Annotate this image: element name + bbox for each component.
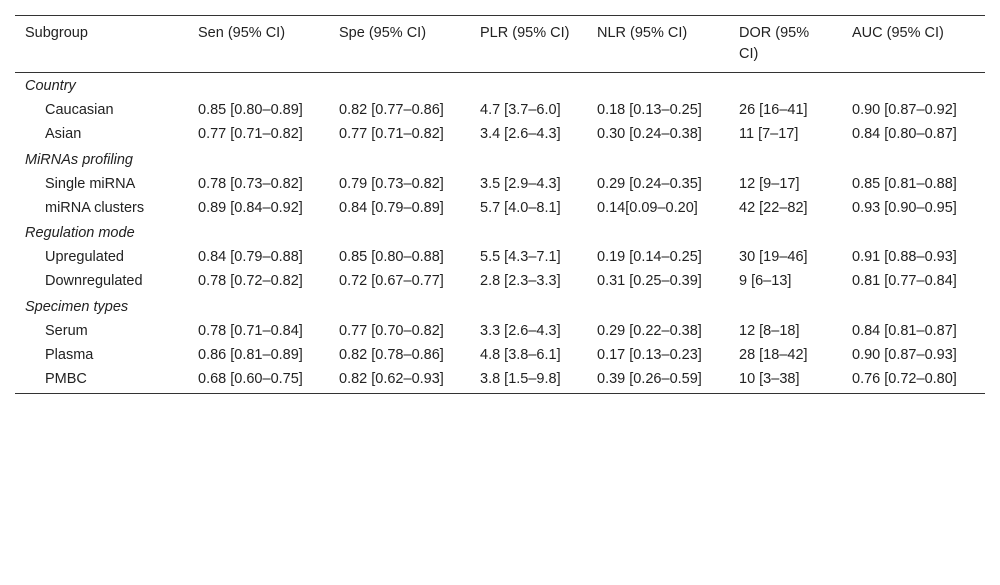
- cell-dor: 12 [8–18]: [739, 322, 800, 339]
- cell-sen: 0.78 [0.73–0.82]: [198, 175, 303, 192]
- table-body: [15, 73, 985, 394]
- cell-subgroup: Single miRNA: [45, 175, 136, 192]
- table-row: [15, 172, 985, 196]
- cell-auc: 0.84 [0.80–0.87]: [852, 126, 957, 142]
- table-row: [15, 367, 985, 393]
- table-container: [15, 15, 985, 394]
- cell-plr: 3.8 [1.5–9.8]: [480, 370, 561, 387]
- group-label: Country: [25, 78, 76, 94]
- header-plr: PLR (95% CI): [480, 25, 570, 41]
- group-row: [15, 147, 985, 173]
- cell-dor: 10 [3–38]: [739, 370, 800, 387]
- header-spe: Spe (95% CI): [339, 25, 427, 41]
- cell-plr: 3.4 [2.6–4.3]: [480, 126, 561, 142]
- table-row: [15, 246, 985, 270]
- cell-subgroup: PMBC: [45, 370, 87, 387]
- group-row: [15, 220, 985, 246]
- cell-dor: 26 [16–41]: [739, 102, 808, 118]
- cell-sen: 0.78 [0.72–0.82]: [198, 273, 303, 289]
- cell-dor: 28 [18–42]: [739, 346, 808, 363]
- cell-spe: 0.77 [0.71–0.82]: [339, 126, 444, 142]
- cell-spe: 0.82 [0.62–0.93]: [339, 370, 444, 387]
- cell-sen: 0.77 [0.71–0.82]: [198, 126, 303, 142]
- cell-sen: 0.78 [0.71–0.84]: [198, 322, 303, 339]
- cell-plr: 4.8 [3.8–6.1]: [480, 346, 561, 363]
- cell-sen: 0.84 [0.79–0.88]: [198, 249, 303, 265]
- cell-plr: 4.7 [3.7–6.0]: [480, 102, 561, 118]
- cell-spe: 0.85 [0.80–0.88]: [339, 249, 444, 265]
- subgroup-analysis-table: [15, 15, 985, 394]
- header-row: [15, 16, 985, 73]
- cell-plr: 5.7 [4.0–8.1]: [480, 199, 561, 216]
- cell-auc: 0.91 [0.88–0.93]: [852, 249, 957, 265]
- cell-auc: 0.76 [0.72–0.80]: [852, 370, 957, 387]
- cell-nlr: 0.30 [0.24–0.38]: [597, 126, 702, 142]
- header-nlr: NLR (95% CI): [597, 25, 688, 41]
- header-subgroup: Subgroup: [25, 25, 88, 41]
- cell-nlr: 0.29 [0.24–0.35]: [597, 175, 702, 192]
- cell-subgroup: Downregulated: [45, 273, 143, 289]
- group-label: Regulation mode: [25, 225, 135, 241]
- cell-nlr: 0.19 [0.14–0.25]: [597, 249, 702, 265]
- header-sen: Sen (95% CI): [198, 25, 286, 41]
- table-row: [15, 319, 985, 343]
- cell-nlr: 0.18 [0.13–0.25]: [597, 102, 702, 118]
- cell-auc: 0.90 [0.87–0.93]: [852, 346, 957, 363]
- cell-nlr: 0.14[0.09–0.20]: [597, 199, 698, 216]
- header-dor: DOR (95% CI): [739, 25, 810, 62]
- cell-nlr: 0.31 [0.25–0.39]: [597, 273, 702, 289]
- cell-spe: 0.79 [0.73–0.82]: [339, 175, 444, 192]
- cell-subgroup: Serum: [45, 322, 88, 339]
- cell-subgroup: miRNA clusters: [45, 199, 145, 216]
- cell-auc: 0.90 [0.87–0.92]: [852, 102, 957, 118]
- cell-plr: 3.3 [2.6–4.3]: [480, 322, 561, 339]
- group-label: Specimen types: [25, 298, 129, 315]
- group-row: [15, 73, 985, 99]
- cell-sen: 0.85 [0.80–0.89]: [198, 102, 303, 118]
- cell-auc: 0.81 [0.77–0.84]: [852, 273, 957, 289]
- cell-auc: 0.85 [0.81–0.88]: [852, 175, 957, 192]
- table-row: [15, 99, 985, 123]
- cell-spe: 0.77 [0.70–0.82]: [339, 322, 444, 339]
- cell-dor: 12 [9–17]: [739, 175, 800, 192]
- cell-plr: 2.8 [2.3–3.3]: [480, 273, 561, 289]
- cell-spe: 0.84 [0.79–0.89]: [339, 199, 444, 216]
- group-row: [15, 294, 985, 320]
- cell-subgroup: Caucasian: [45, 102, 114, 118]
- cell-dor: 30 [19–46]: [739, 249, 808, 265]
- cell-spe: 0.82 [0.78–0.86]: [339, 346, 444, 363]
- table-row: [15, 123, 985, 147]
- table-header: [15, 16, 985, 73]
- cell-sen: 0.89 [0.84–0.92]: [198, 199, 303, 216]
- cell-subgroup: Asian: [45, 126, 82, 142]
- cell-plr: 3.5 [2.9–4.3]: [480, 175, 561, 192]
- table-row: [15, 270, 985, 294]
- table-row: [15, 343, 985, 367]
- cell-auc: 0.93 [0.90–0.95]: [852, 199, 957, 216]
- cell-subgroup: Upregulated: [45, 249, 124, 265]
- cell-dor: 9 [6–13]: [739, 273, 792, 289]
- cell-spe: 0.82 [0.77–0.86]: [339, 102, 444, 118]
- group-label: MiRNAs profiling: [25, 151, 133, 168]
- cell-spe: 0.72 [0.67–0.77]: [339, 273, 444, 289]
- cell-subgroup: Plasma: [45, 346, 94, 363]
- table-row: [15, 196, 985, 220]
- header-auc: AUC (95% CI): [852, 25, 944, 41]
- cell-nlr: 0.29 [0.22–0.38]: [597, 322, 702, 339]
- cell-dor: 42 [22–82]: [739, 199, 808, 216]
- cell-nlr: 0.17 [0.13–0.23]: [597, 346, 702, 363]
- cell-plr: 5.5 [4.3–7.1]: [480, 249, 561, 265]
- cell-nlr: 0.39 [0.26–0.59]: [597, 370, 702, 387]
- cell-dor: 11 [7–17]: [739, 126, 799, 142]
- cell-sen: 0.86 [0.81–0.89]: [198, 346, 303, 363]
- cell-auc: 0.84 [0.81–0.87]: [852, 322, 957, 339]
- cell-sen: 0.68 [0.60–0.75]: [198, 370, 303, 387]
